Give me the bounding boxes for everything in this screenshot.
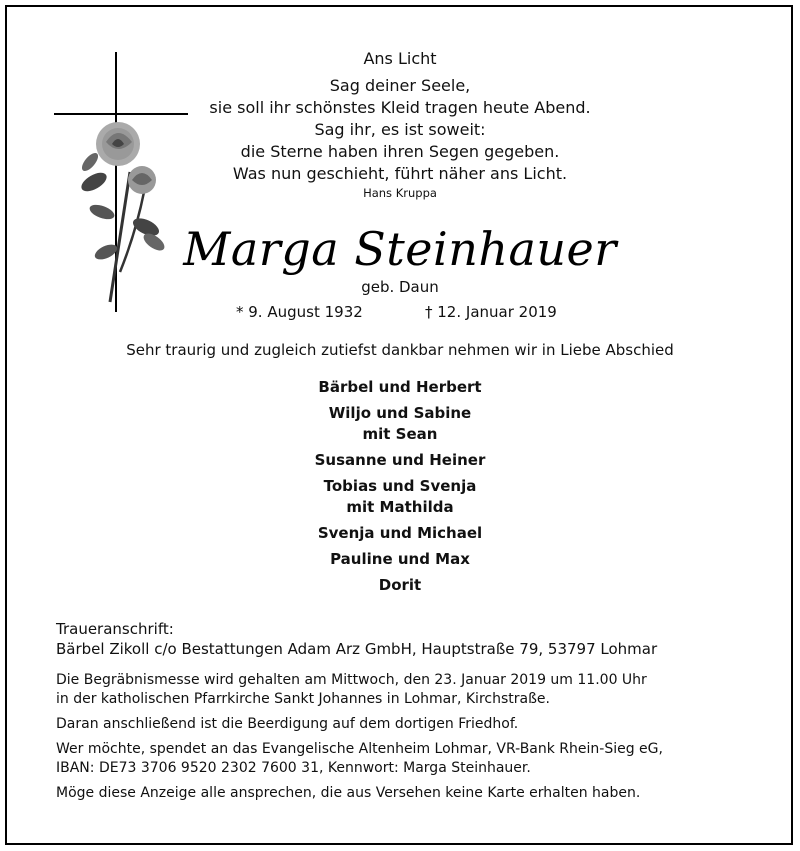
poem-line: Sag ihr, es ist soweit: bbox=[314, 120, 486, 139]
poem-heading: Ans Licht bbox=[363, 49, 437, 68]
family-entry: Svenja und Michael bbox=[317, 524, 483, 542]
family-entry: mit Sean bbox=[362, 425, 438, 443]
family-entry: Bärbel und Herbert bbox=[318, 378, 482, 396]
family-entry: Tobias und Svenja bbox=[323, 477, 477, 495]
address-label: Traueranschrift: bbox=[56, 620, 174, 638]
poem-line: sie soll ihr schönstes Kleid tragen heute Abend. bbox=[209, 98, 591, 117]
poem-line: Sag deiner Seele, bbox=[329, 76, 471, 95]
intro-text: Sehr traurig und zugleich zutiefst dankbar nehmen wir in Liebe Abschied bbox=[126, 341, 674, 359]
family-entry: Dorit bbox=[378, 576, 422, 594]
family-entry: mit Mathilda bbox=[346, 498, 454, 516]
poem-line: die Sterne haben ihren Segen gegeben. bbox=[240, 142, 560, 161]
poem-author: Hans Kruppa bbox=[363, 186, 437, 200]
death-date: † 12. Januar 2019 bbox=[425, 303, 557, 321]
family-entry: Susanne und Heiner bbox=[314, 451, 486, 469]
detail-line: in der katholischen Pfarrkirche Sankt Johannes in Lohmar, Kirchstraße. bbox=[56, 691, 550, 707]
detail-line: Wer möchte, spendet an das Evangelische Altenheim Lohmar, VR-Bank Rhein-Sieg eG, bbox=[56, 741, 663, 757]
detail-line: Daran anschließend ist die Beerdigung auf dem dortigen Friedhof. bbox=[56, 716, 519, 732]
poem-line: Was nun geschieht, führt näher ans Licht. bbox=[232, 164, 568, 183]
maiden-name: geb. Daun bbox=[361, 278, 439, 296]
detail-line: IBAN: DE73 3706 9520 2302 7600 31, Kennwort: Marga Steinhauer. bbox=[56, 760, 531, 776]
family-entry: Wiljo und Sabine bbox=[328, 404, 472, 422]
family-entry: Pauline und Max bbox=[330, 550, 470, 568]
detail-line: Möge diese Anzeige alle ansprechen, die aus Versehen keine Karte erhalten haben. bbox=[56, 785, 641, 801]
birth-date: * 9. August 1932 bbox=[236, 303, 363, 321]
deceased-name: Marga Steinhauer bbox=[183, 222, 617, 276]
detail-line: Die Begräbnismesse wird gehalten am Mittwoch, den 23. Januar 2019 um 11.00 Uhr bbox=[56, 672, 647, 688]
address-value: Bärbel Zikoll c/o Bestattungen Adam Arz GmbH, Hauptstraße 79, 53797 Lohmar bbox=[56, 640, 658, 658]
